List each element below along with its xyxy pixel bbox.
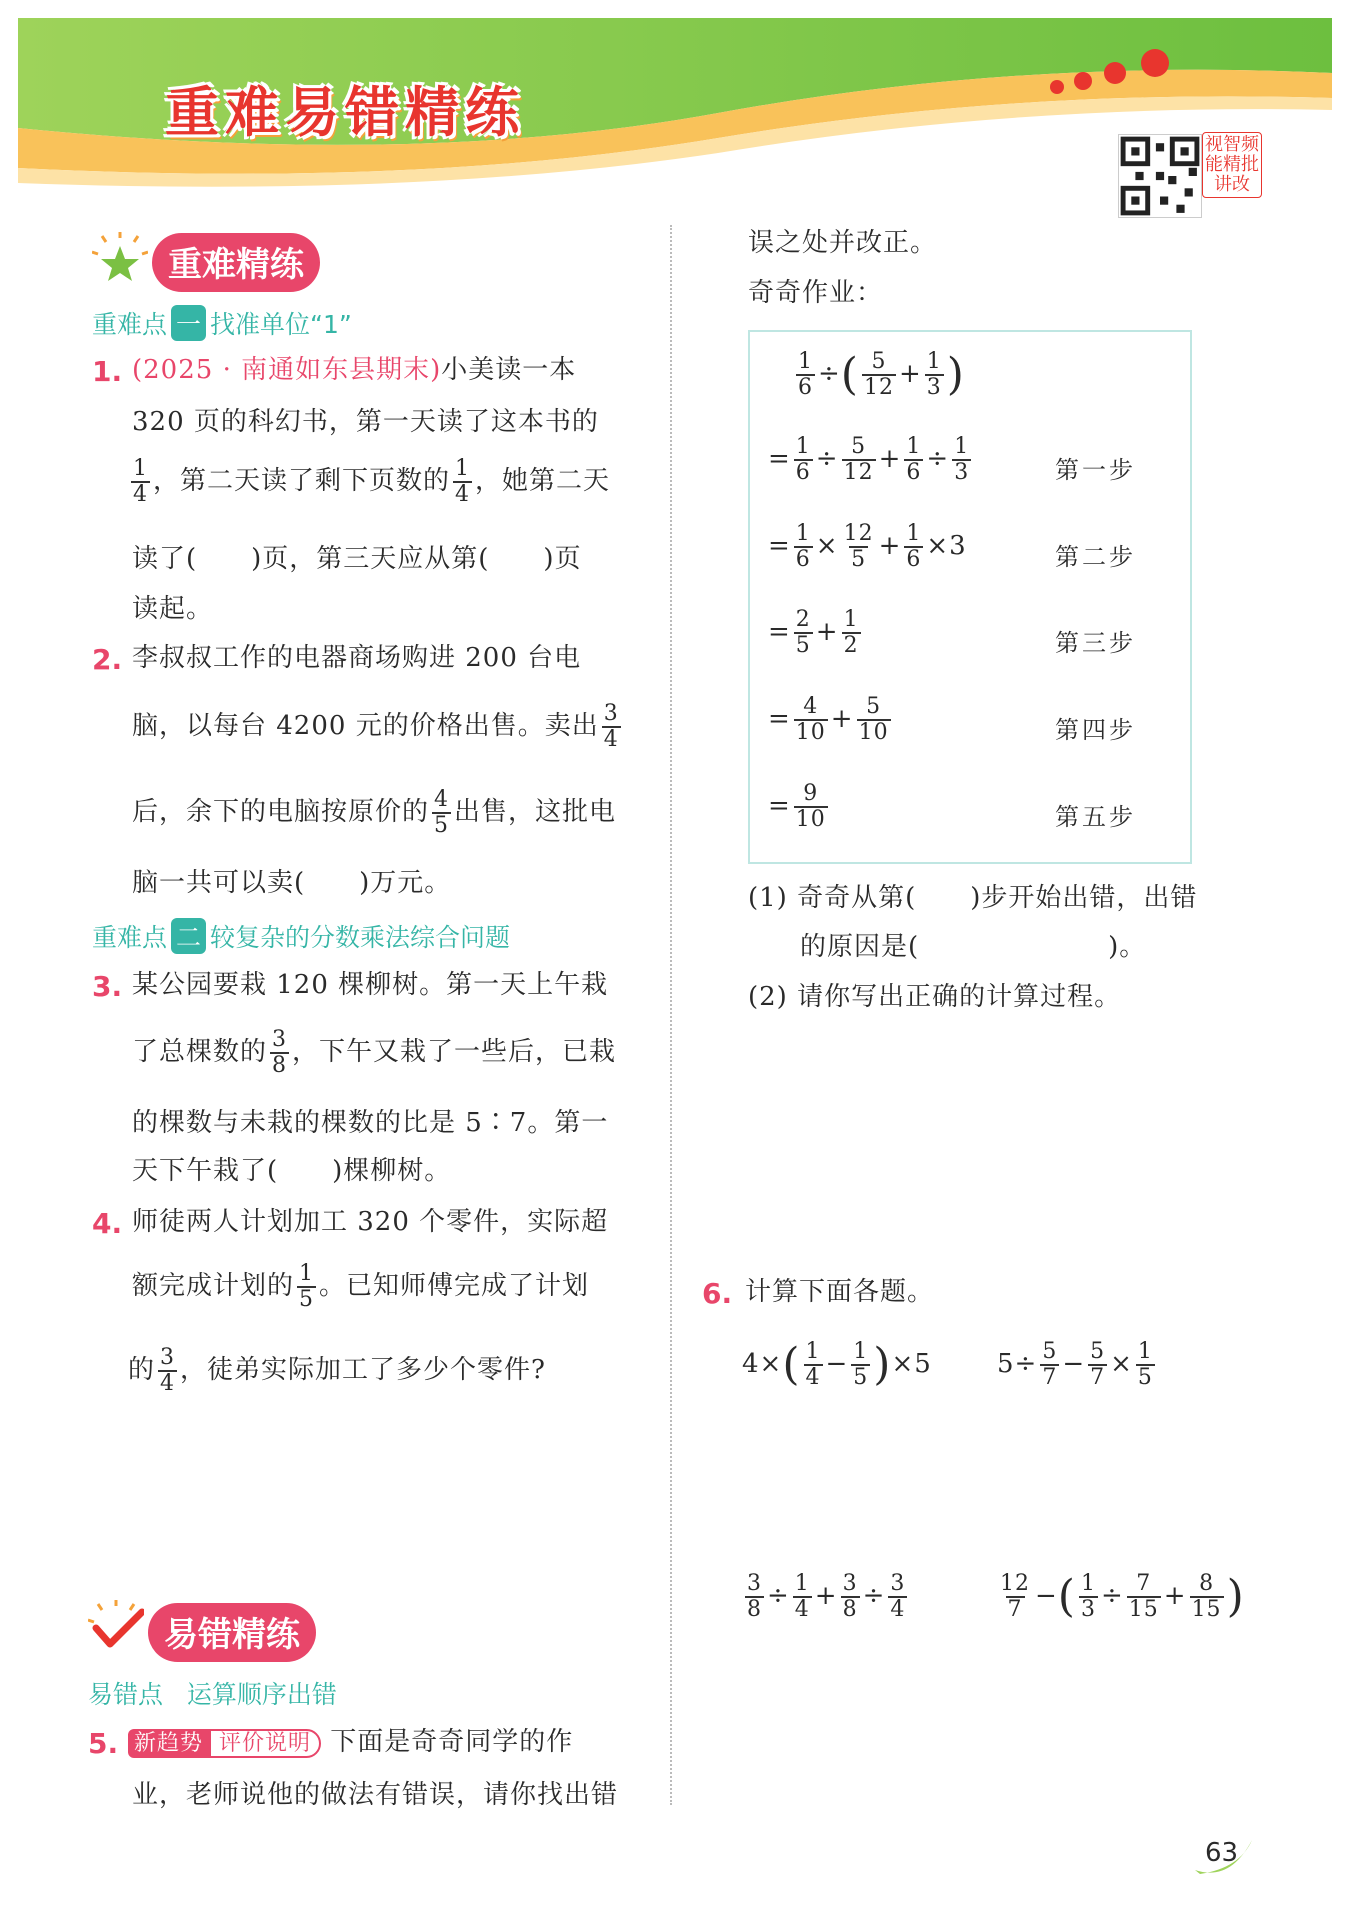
question-number: 1. (92, 355, 123, 388)
math-line-2: = $\frac{1}{6}$ × $\frac{12}{5}$ + $\frac{1}{6}$ ×3 (768, 521, 967, 572)
question-4-line-3: 的 $\frac{3}{4}$ ，徒弟实际加工了多少个零件? (128, 1345, 546, 1396)
question-1-line-5: 读起。 (132, 594, 214, 624)
question-6-text: 计算下面各题。 (745, 1277, 935, 1307)
question-number: 6. (702, 1277, 733, 1310)
question-number: 5. (88, 1727, 119, 1760)
question-2-line-2: 脑，以每台 4200 元的价格出售。卖出 $\frac{3}{4}$ (132, 701, 619, 752)
question-number: 4. (92, 1207, 123, 1240)
key-point-prefix: 重难点 (92, 310, 168, 339)
question-text: 小美读一本 (441, 355, 577, 385)
key-point-2: 重难点 二 较复杂的分数乘法综合问题 (92, 918, 510, 954)
step-label: 第三步 (1055, 629, 1136, 657)
fraction: $\frac{3}{4}$ (160, 1345, 176, 1396)
fraction: $\frac{3}{4}$ (603, 701, 619, 752)
question-3-line-1: 某公园要栽 120 棵柳树。第一天上午栽 (132, 970, 609, 1000)
fraction: $\frac{3}{8}$ (272, 1027, 288, 1078)
question-3-line-4: 天下午栽了( )棵柳树。 (132, 1156, 452, 1186)
question-2-line-3: 后，余下的电脑按原价的 $\frac{4}{5}$ 出售，这批电 (132, 787, 617, 838)
step-label: 第四步 (1055, 716, 1136, 744)
calc-expression-4: $\frac{12}{7}$ −( $\frac{1}{3}$ ÷ $\frac{7}{15}$ + $\frac{8}{15}$ ) (1000, 1571, 1245, 1622)
question-5-part-2: (2) 请你写出正确的计算过程。 (748, 982, 1122, 1012)
calc-expression-2: 5÷ $\frac{5}{7}$ − $\frac{5}{7}$ × $\frac{1}{5}$ (997, 1339, 1153, 1390)
math-line-5: = $\frac{9}{10}$ (768, 781, 826, 832)
error-point: 易错点 运算顺序出错 (88, 1680, 337, 1709)
math-line-0: $\frac{1}{6}$ ÷( $\frac{5}{12}$ + $\frac{1}{3}$ ) (798, 349, 965, 400)
question-3-line-3: 的棵数与未栽的棵数的比是 5∶7。第一 (132, 1108, 609, 1138)
question-5-part-1: (1) 奇奇从第( )步开始出错，出错 (748, 883, 1198, 913)
key-point-text: 找准单位“1” (210, 310, 352, 339)
question-4-line-2: 额完成计划的 $\frac{1}{5}$ 。已知师傅完成了计划 (132, 1261, 590, 1312)
key-point-1 (92, 305, 352, 341)
new-trend-tag: 新趋势 (128, 1729, 209, 1758)
question-5-line-1: 新趋势 评价说明 下面是奇奇同学的作 (128, 1727, 573, 1759)
question-5-part-1b: 的原因是( )。 (800, 932, 1147, 962)
question-1-line-2: 320 页的科幻书，第一天读了这本书的 (132, 407, 599, 437)
column-divider (670, 225, 672, 1805)
question-5-line-3: 误之处并改正。 (748, 228, 938, 258)
qr-code-icon[interactable] (1118, 134, 1202, 218)
checkmark-icon (88, 1600, 144, 1650)
question-source: (2025 · 南通如东县期末) (132, 355, 442, 385)
question-5-line-2: 业，老师说他的做法有错误，请你找出错 (132, 1780, 619, 1810)
page-title: 重难易错精练 (165, 81, 525, 144)
question-2-line-4: 脑一共可以卖( )万元。 (132, 868, 452, 898)
question-number: 2. (92, 643, 123, 676)
section-badge-error-prone: 易错精练 (148, 1603, 316, 1662)
fraction: $\frac{1}{4}$ (133, 456, 148, 507)
star-icon (92, 232, 148, 282)
math-line-4: = $\frac{4}{10}$ + $\frac{5}{10}$ (768, 694, 889, 745)
math-line-3: = $\frac{2}{5}$ + $\frac{1}{2}$ (768, 607, 859, 658)
evaluation-tag: 评价说明 (209, 1729, 321, 1758)
question-3-line-2: 了总棵数的 $\frac{3}{8}$ ，下午又栽了一些后，已栽 (132, 1027, 617, 1078)
step-label: 第二步 (1055, 543, 1136, 571)
page-number: 63 (1205, 1838, 1239, 1868)
question-2-line-1: 李叔叔工作的电器商场购进 200 台电 (132, 643, 582, 673)
question-number: 3. (92, 970, 123, 1003)
calc-expression-1: 4×( $\frac{1}{4}$ − $\frac{1}{5}$ )×5 (742, 1339, 932, 1390)
question-1-line-1 (132, 355, 576, 385)
math-line-1: = $\frac{1}{6}$ ÷ $\frac{5}{12}$ + $\frac{1}{6}$ ÷ $\frac{1}{3}$ (768, 434, 970, 485)
fraction: $\frac{1}{4}$ (455, 456, 471, 507)
decorative-dots (1045, 45, 1185, 105)
question-1-line-3: $\frac{1}{4}$ ，第二天读了剩下页数的 $\frac{1}{4}$ ，她第二天 (133, 456, 611, 507)
question-4-line-1: 师徒两人计划加工 320 个零件，实际超 (132, 1207, 609, 1237)
fraction: $\frac{1}{5}$ (299, 1261, 315, 1312)
calc-expression-3: $\frac{3}{8}$ ÷ $\frac{1}{4}$ + $\frac{3}{8}$ ÷ $\frac{3}{4}$ (747, 1571, 906, 1622)
fraction: $\frac{4}{5}$ (434, 787, 450, 838)
step-label: 第五步 (1055, 803, 1136, 831)
step-label: 第一步 (1055, 456, 1136, 484)
question-1-line-4: 读了( )页，第三天应从第( )页 (132, 544, 582, 574)
qr-label: 视智频能精批讲改 (1202, 132, 1262, 198)
key-point-tag: 一 (171, 305, 206, 341)
homework-label: 奇奇作业： (748, 278, 884, 308)
section-badge-key-points: 重难精练 (152, 233, 320, 292)
